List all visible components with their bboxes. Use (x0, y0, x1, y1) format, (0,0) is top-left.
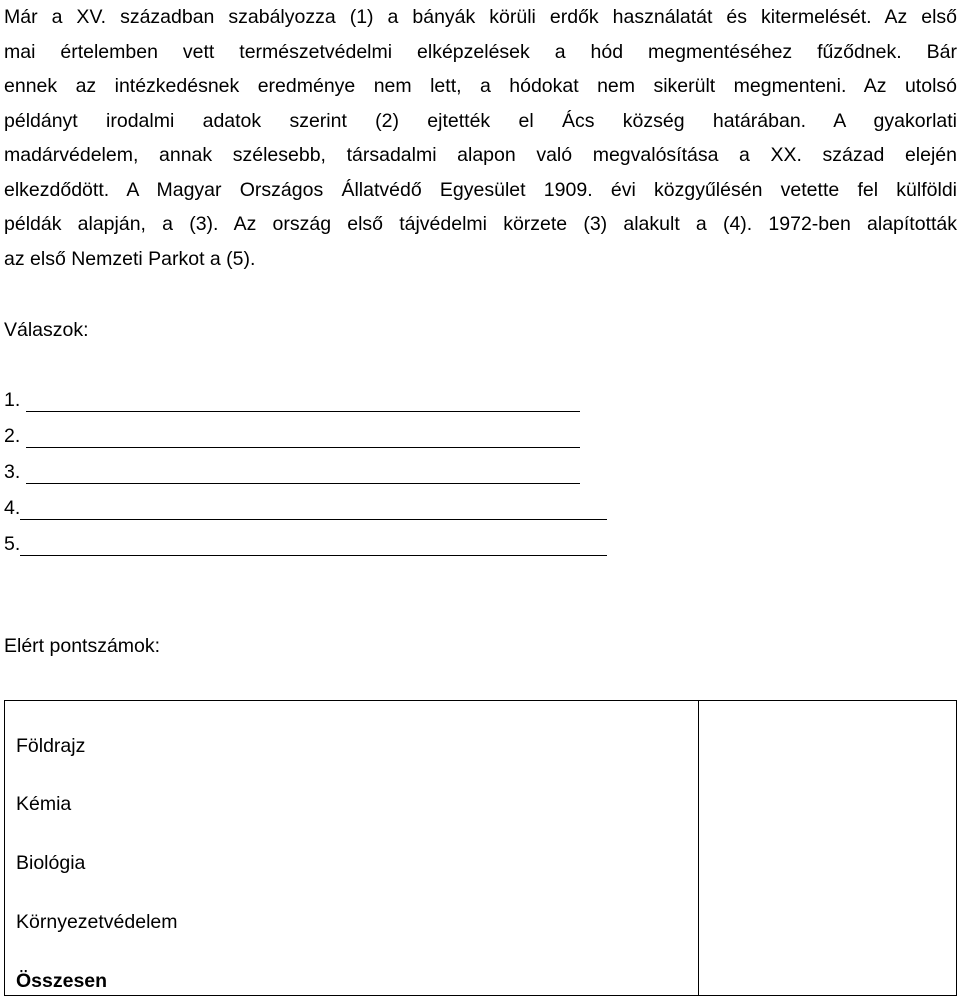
paragraph-line: példányt irodalmi adatok szerint (2) ejtették el Ács község határában. A gyakorlati (4, 109, 957, 132)
score-row-label: Környezetvédelem (16, 911, 178, 933)
paragraph-line: Már a XV. században szabályozza (1) a bányák körüli erdők használatát és kitermelését. Az első (4, 6, 957, 28)
score-cell-foldrajz[interactable] (700, 701, 956, 759)
answer-blank-3[interactable] (26, 465, 580, 484)
answer-number: 4. (4, 497, 21, 519)
paragraph-line: elkezdődött. A Magyar Országos Állatvédő Egyesület 1909. évi közgyűlésén vetette fel külföldi (4, 178, 957, 201)
score-cell-osszesen[interactable] (700, 937, 956, 995)
paragraph-line: mai értelemben vett természetvédelmi elképzelések a hód megmentéséhez fűződnek. Bár (4, 40, 957, 63)
score-row-label: Kémia (16, 793, 72, 815)
answer-blank-1[interactable] (26, 393, 580, 412)
answer-row-1 (4, 388, 580, 412)
answer-blank-4[interactable] (20, 501, 607, 520)
paragraph-line: példák alapján, a (3). Az ország első tájvédelmi körzete (3) alakult a (4). 1972-ben alapították (4, 213, 957, 235)
score-cell-biologia[interactable] (700, 819, 956, 877)
score-row-label: Földrajz (16, 735, 86, 757)
answer-row-5 (4, 532, 607, 556)
answer-number: 2. (4, 425, 21, 447)
paragraph-line: az első Nemzeti Parkot a (5). (4, 247, 256, 270)
answer-blank-5[interactable] (20, 537, 607, 556)
score-cell-kornyezetvedelem[interactable] (700, 878, 956, 936)
score-heading: Elért pontszámok: (4, 635, 161, 657)
answer-row-4 (4, 496, 607, 520)
answer-blank-2[interactable] (26, 429, 580, 448)
task-paragraph (4, 0, 957, 276)
column-divider (698, 701, 699, 995)
answer-number: 3. (4, 461, 21, 483)
paragraph-line: ennek az intézkedésnek eredménye nem lett, a hódokat nem sikerült megmenteni. Az utolsó (4, 75, 957, 97)
score-row-label: Biológia (16, 852, 86, 874)
answer-row-2 (4, 424, 580, 448)
score-row-total: Összesen (16, 970, 108, 992)
answer-number: 1. (4, 389, 21, 411)
answer-number: 5. (4, 533, 21, 555)
answers-heading: Válaszok: (4, 319, 89, 341)
answer-row-3 (4, 460, 580, 484)
score-table (4, 700, 957, 996)
paragraph-line: madárvédelem, annak szélesebb, társadalmi alapon való megvalósítása a XX. század elején (4, 144, 957, 166)
score-cell-kemia[interactable] (700, 760, 956, 818)
